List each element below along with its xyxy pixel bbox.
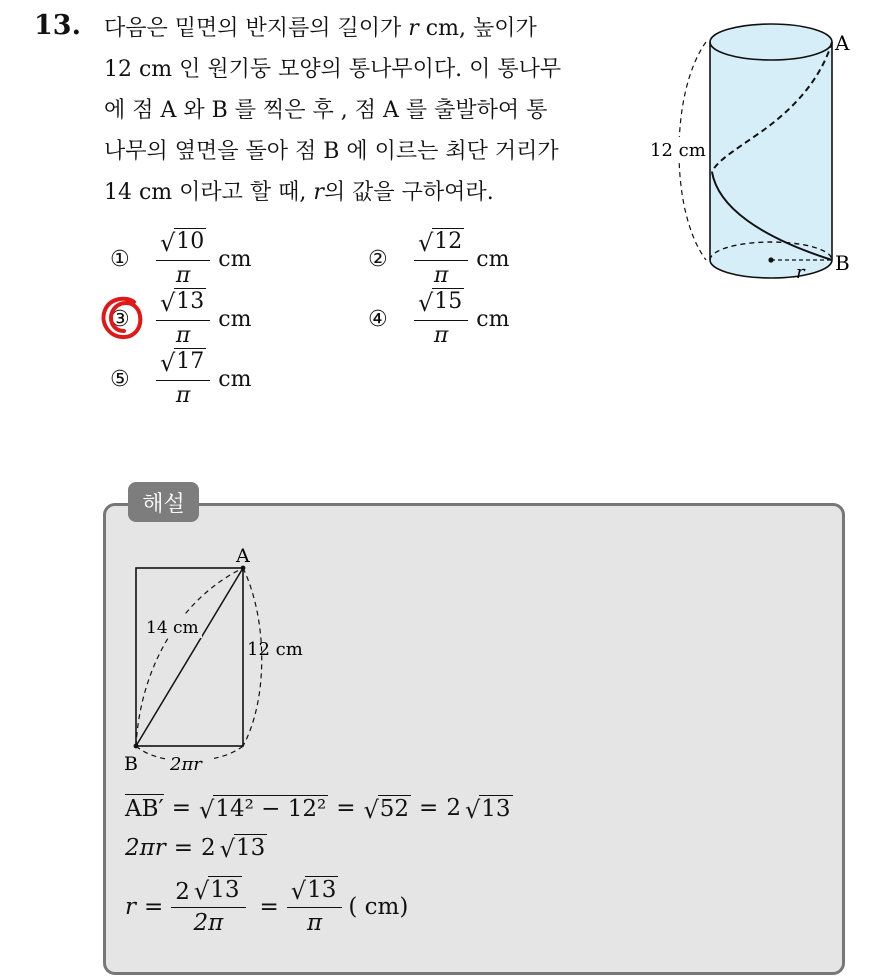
unfolded-diagram [118,540,328,780]
diagram-label-b: B [124,753,138,775]
solution-equation-1: AB′ = √ 14² − 12² = √ 52 = 2 √ 13 [125,795,511,824]
cylinder-figure [640,12,870,287]
choice-number: ③ [110,307,130,332]
choice-5[interactable] [110,348,251,411]
choice-unit: cm [218,307,252,332]
choice-4[interactable] [368,288,509,351]
diagram-diag-label: 14 cm [146,618,199,638]
choice-unit: cm [218,367,252,392]
choice-unit: cm [476,247,510,272]
diagram-label-a: A [236,545,250,567]
cylinder-top [710,24,832,60]
question-line-4: 나무의 옆면을 돌아 점 B 에 이르는 최단 거리가 [104,139,559,164]
diagram-height-label: 12 cm [247,639,303,660]
choice-unit: cm [218,247,252,272]
choice-number: ⑤ [110,367,130,392]
solution-tag: 해설 [128,482,199,522]
choice-fraction: √ 12 π [414,228,468,291]
choice-number: ① [110,247,130,272]
solution-equation-3: r = 2 √ 13 2π = √ 13 π ( cm) [125,877,409,936]
figure-label-a: A [835,31,850,55]
question-text [104,8,624,213]
figure-label-b: B [835,251,850,275]
figure-height-label: 12 cm [650,140,706,161]
choice-number: ④ [368,307,388,332]
choice-fraction: √ 13 π [156,288,210,351]
choice-fraction: √ 10 π [156,228,210,291]
answer-circle-mark [100,294,146,342]
figure-radius-label: r [796,262,805,283]
choice-fraction: √ 15 π [414,288,468,351]
diagram-base-label: 2πr [170,754,202,775]
diagonal-ab [136,568,243,746]
question-line-1: 다음은 밑면의 반지름의 길이가 r cm, 높이가 [104,16,537,41]
choice-1[interactable] [110,228,251,291]
choice-unit: cm [476,307,510,332]
choice-number: ② [368,247,388,272]
choice-2[interactable] [368,228,509,291]
question-line-5: 14 cm 이라고 할 때, r의 값을 구하여라. [104,180,494,205]
question-line-2: 12 cm 인 원기둥 모양의 통나무이다. 이 통나무 [104,57,562,82]
question-number: 13. [34,10,81,41]
solution-equation-2: 2πr = 2 √ 13 [125,834,266,863]
choice-fraction: √ 17 π [156,348,210,411]
question-line-3: 에 점 A 와 B 를 찍은 후 , 점 A 를 출발하여 통 [104,98,548,123]
